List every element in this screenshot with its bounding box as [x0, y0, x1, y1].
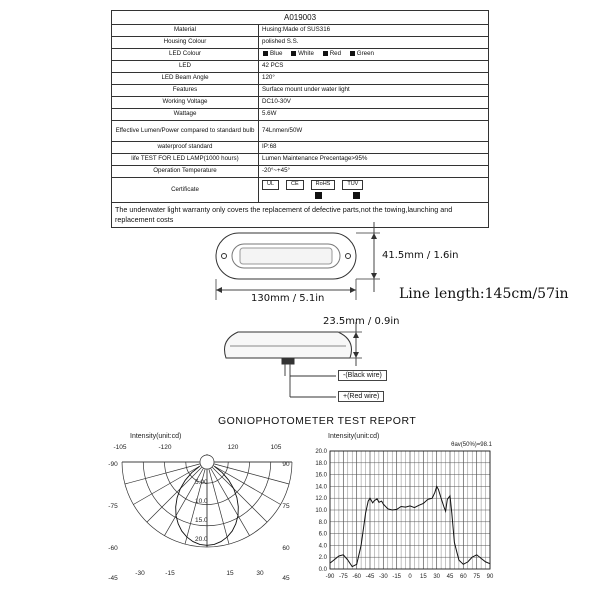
- colour-label: Red: [329, 50, 342, 58]
- angle-label: -30: [135, 570, 145, 577]
- x-tick-label: -60: [352, 574, 362, 580]
- colour-label: Blue: [270, 50, 283, 58]
- spec-key: Material: [112, 25, 259, 37]
- angle-spoke: [147, 462, 207, 522]
- spec-value: polished S.S.: [259, 37, 489, 49]
- x-tick-label: 0: [408, 574, 412, 580]
- cert-rohs: RoHS: [311, 180, 336, 190]
- top-view-lens: [240, 248, 332, 264]
- x-tick-label: -90: [325, 574, 335, 580]
- spec-key: life TEST FOR LED LAMP(1000 hours): [112, 154, 259, 166]
- cable-gland: [282, 358, 294, 364]
- y-tick-label: 4.0: [318, 543, 327, 550]
- series-intensity: [330, 486, 490, 566]
- angle-label: -105: [113, 444, 127, 451]
- spec-value: Husing:Made of SUS316: [259, 25, 489, 37]
- angle-label: -75: [108, 503, 118, 510]
- angle-spoke: [207, 462, 229, 544]
- radial-tick-label: 15.0: [195, 517, 208, 524]
- radial-tick-label: 10.0: [195, 498, 208, 505]
- x-tick-label: 45: [446, 574, 454, 580]
- y-tick-label: 8.0: [318, 519, 327, 526]
- depth-dimension: 23.5mm / 0.9in: [323, 316, 400, 327]
- y-tick-label: 20.0: [315, 449, 327, 455]
- x-tick-label: 30: [433, 574, 441, 580]
- length-dimension: 130mm / 5.1in: [251, 293, 325, 304]
- y-tick-label: 2.0: [318, 555, 327, 562]
- radial-tick-label: 20.0: [195, 536, 208, 543]
- angle-label: 75: [282, 503, 290, 510]
- spec-value: Surface mount under water light: [259, 85, 489, 97]
- colour-label: White: [298, 50, 314, 58]
- spec-key: Certificate: [112, 178, 259, 203]
- cert-tuv: TUV: [342, 180, 363, 190]
- line-chart-title: Intensity(unit:cd): [328, 433, 380, 440]
- side-view-outline: [225, 332, 352, 358]
- black-wire-label: -(Black wire): [338, 370, 387, 381]
- y-tick-label: 14.0: [315, 484, 327, 491]
- x-tick-label: -45: [365, 574, 375, 580]
- red-wire-label: +(Red wire): [338, 391, 384, 402]
- polar-grid: [122, 454, 292, 547]
- spec-key: Effective Lumen/Power compared to standard bulb: [112, 121, 259, 142]
- polar-hub: [200, 455, 214, 469]
- spec-value: Lumen Maintenance Precentage>95%: [259, 154, 489, 166]
- x-tick-label: 90: [486, 574, 494, 580]
- y-tick-label: 6.0: [318, 531, 327, 538]
- angle-label: -120: [158, 444, 172, 451]
- y-tick-label: 16.0: [315, 472, 327, 479]
- spec-key: Working Voltage: [112, 97, 259, 109]
- angle-label: -90: [108, 461, 118, 468]
- y-tick-label: 12.0: [315, 496, 327, 503]
- angle-spoke: [185, 462, 207, 544]
- spec-key: waterproof standard: [112, 142, 259, 154]
- spec-key: LED Colour: [112, 49, 259, 61]
- height-dimension: 41.5mm / 1.6in: [382, 250, 459, 261]
- radial-ring: [186, 462, 229, 483]
- x-tick-label: -75: [338, 574, 348, 580]
- angle-spoke: [207, 462, 289, 484]
- angle-label: -45: [108, 575, 118, 582]
- angle-label: 60: [282, 545, 290, 552]
- cert-ul: UL: [262, 180, 279, 190]
- spec-key: Features: [112, 85, 259, 97]
- angle-spoke: [207, 462, 250, 536]
- spec-key: Housing Colour: [112, 37, 259, 49]
- mount-hole: [346, 254, 351, 259]
- angle-spoke: [207, 462, 281, 505]
- colour-label: Green: [356, 50, 374, 58]
- angle-label: 30: [256, 570, 264, 577]
- spec-value: IP:68: [259, 142, 489, 154]
- x-tick-label: 75: [473, 574, 481, 580]
- radial-ring: [143, 462, 271, 526]
- intensity-lobe: [176, 466, 239, 545]
- spec-key: Operation Temperature: [112, 166, 259, 178]
- x-tick-label: 60: [459, 574, 467, 580]
- angle-spoke: [133, 462, 207, 505]
- radial-ring: [122, 462, 292, 547]
- line-length: Line length:145cm/57in: [399, 286, 569, 302]
- mount-hole: [222, 254, 227, 259]
- polar-title: Intensity(unit:cd): [130, 433, 182, 440]
- cert-ce: CE: [286, 180, 304, 190]
- y-tick-label: 18.0: [315, 460, 327, 467]
- angle-label: 45: [282, 575, 290, 582]
- x-tick-label: -15: [392, 574, 402, 580]
- angle-label: 90: [282, 461, 290, 468]
- spec-key: LED Beam Angle: [112, 73, 259, 85]
- y-tick-label: 10.0: [315, 508, 327, 514]
- plot-frame: [330, 451, 490, 569]
- spec-key: LED: [112, 61, 259, 73]
- spec-value: DC10-30V: [259, 97, 489, 109]
- spec-value: 74Lnmen/50W: [259, 121, 489, 142]
- beam-annotation: θav(50%)=98.1: [451, 442, 492, 448]
- report-title: GONIOPHOTOMETER TEST REPORT: [218, 415, 417, 427]
- spec-value: -20°~+45°: [259, 166, 489, 178]
- spec-value: 5.6W: [259, 109, 489, 121]
- angle-spoke: [165, 462, 208, 536]
- angle-label: 105: [270, 444, 282, 451]
- spec-value: 42 PCS: [259, 61, 489, 73]
- warranty-note: The underwater light warranty only covers the replacement of defective parts,not the towing,launching and replacement costs: [112, 203, 489, 228]
- angle-label: -60: [108, 545, 118, 552]
- line-chart-grid: [330, 451, 490, 569]
- radial-ring: [165, 462, 250, 505]
- angle-label: -15: [165, 570, 175, 577]
- angle-spoke: [207, 462, 267, 522]
- spec-value: 120°: [259, 73, 489, 85]
- spec-key: Wattage: [112, 109, 259, 121]
- x-tick-label: 15: [419, 574, 427, 580]
- model-number: A019003: [112, 11, 489, 25]
- angle-label: 15: [226, 570, 234, 577]
- angle-label: 120: [227, 444, 239, 451]
- y-tick-label: 0.0: [318, 567, 327, 573]
- radial-tick-label: 5.00: [195, 479, 208, 486]
- angle-spoke: [125, 462, 207, 484]
- x-tick-label: -30: [378, 574, 388, 580]
